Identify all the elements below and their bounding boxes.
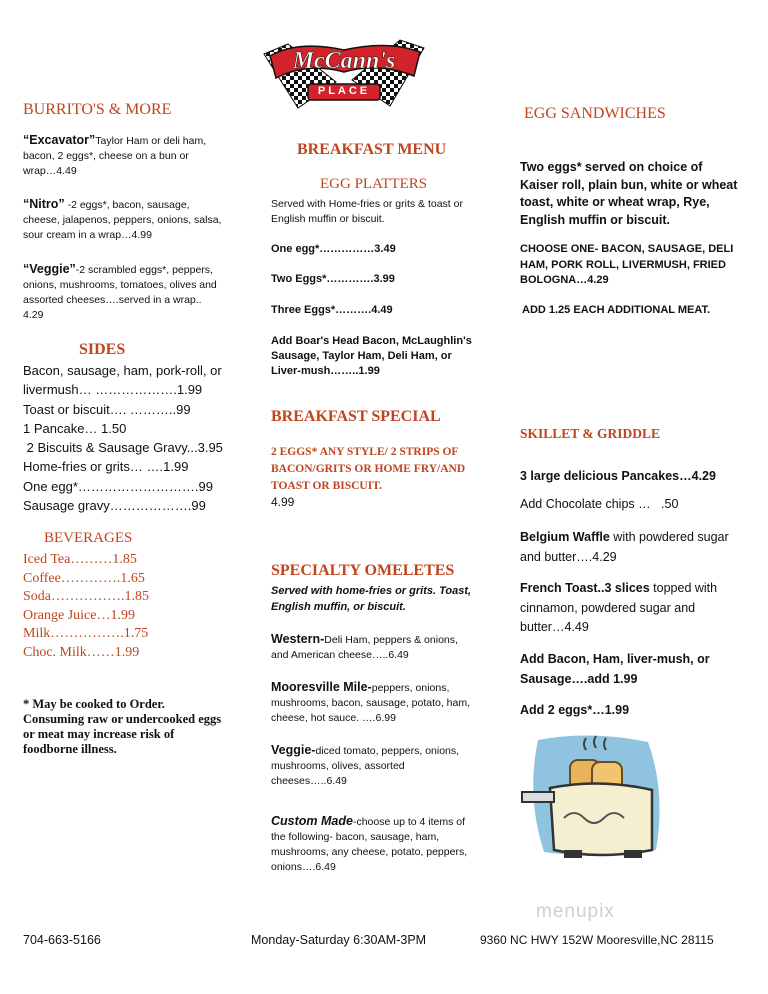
omelets-note: Served with home-fries or grits. Toast, English muffin, or biscuit. (271, 585, 472, 613)
platter-one-egg: One egg*……………3.49 (271, 243, 396, 255)
add-eggs-item: Add 2 eggs*…1.99 (520, 703, 630, 717)
logo-name: McCann's (292, 48, 396, 74)
breakfast-special-price: 4.99 (271, 495, 295, 509)
choose-one-text: CHOOSE ONE- BACON, SAUSAGE, DELI HAM, PORK ROLL, LIVERMUSH, FRIED BOLOGNA…4.29 (520, 243, 734, 286)
item-name: Veggie- (271, 743, 316, 757)
list-item: One egg*……………………….99 (23, 478, 214, 494)
logo (258, 36, 430, 118)
skillet-griddle-heading: SKILLET & GRIDDLE (520, 426, 661, 441)
item-name: Western- (271, 632, 325, 646)
footer-phone: 704-663-5166 (23, 933, 101, 947)
item-desc: -2 eggs*, bacon, sausage, cheese, jalapenos, peppers, onions, salsa, sour cream in a wrap…4.99 (23, 199, 222, 241)
item-desc: topped with cinnamon, powdered sugar and butter…4.49 (520, 581, 718, 634)
list-item: 2 Biscuits & Sausage Gravy...3.95 (23, 440, 223, 456)
logo-sub: PLACE (317, 85, 371, 97)
list-item: Bacon, sausage, ham, pork-roll, or (23, 363, 222, 378)
item-desc: diced tomato, peppers, onions, mushrooms, olives, assorted cheeses…..6.49 (271, 745, 460, 787)
waffle-item (520, 528, 740, 567)
beverages-list (23, 551, 223, 662)
egg-platters-note: Served with Home-fries or grits & toast or English muffin or biscuit. (271, 198, 463, 225)
item-desc: -2 scrambled eggs*, peppers, onions, mushrooms, tomatoes, olives and assorted cheeses….served in a wrap.. 4.29 (23, 264, 217, 321)
list-item: Milk…………….1.75 (23, 626, 149, 641)
toaster-illustration (520, 732, 670, 864)
item-name: Mooresville Mile- (271, 680, 372, 694)
page-title: BREAKFAST MENU (297, 141, 447, 158)
sides-heading: SIDES (79, 341, 126, 358)
specialty-omelets-heading: SPECIALTY OMELETES (271, 562, 455, 579)
item-desc: with powdered sugar and butter….4.29 (520, 530, 729, 564)
list-item: 1 Pancake… 1.50 (23, 420, 127, 436)
omelet-mooresville-mile (271, 680, 471, 726)
list-item: livermush… ……………….1.99 (23, 382, 203, 398)
list-item: Sausage gravy……………….99 (23, 498, 206, 514)
item-name: Belgium Waffle (520, 530, 610, 544)
platter-three-eggs: Three Eggs*……….4.49 (271, 304, 393, 316)
egg-platters-heading: EGG PLATTERS (320, 176, 428, 192)
pancakes-item: 3 large delicious Pancakes…4.29 (520, 469, 716, 483)
toaster-icon (520, 732, 670, 864)
food-safety-notice: * May be cooked to Order. Consuming raw or undercooked eggs or meat may increase risk of foodborne illness. (23, 697, 222, 756)
list-item: Home-fries or grits… ….1.99 (23, 459, 189, 475)
item-desc: peppers, onions, mushrooms, bacon, sausage, potato, ham, cheese, hot sauce. ….6.99 (271, 682, 471, 724)
burrito-veggie (23, 262, 223, 323)
list-item: Toast or biscuit…. ………..99 (23, 401, 191, 417)
list-item: Coffee………….1.65 (23, 570, 145, 586)
breakfast-special-heading: BREAKFAST SPECIAL (271, 408, 441, 425)
watermark: menupix (536, 901, 615, 922)
item-name: French Toast..3 slices (520, 581, 650, 595)
footer-hours: Monday-Saturday 6:30AM-3PM (251, 933, 427, 947)
breakfast-special-text: 2 EGGS* ANY STYLE/ 2 STRIPS OF BACON/GRITS OR HOME FRY/AND TOAST OR BISCUIT. (271, 446, 466, 492)
list-item: Choc. Milk……1.99 (23, 644, 140, 660)
item-name: “Nitro” (23, 197, 65, 211)
add-bacon-item: Add Bacon, Ham, liver-mush, or Sausage….add 1.99 (520, 652, 710, 686)
sides-list (23, 361, 233, 515)
list-item: Iced Tea………1.85 (23, 552, 137, 567)
footer-address: 9360 NC HWY 152W Mooresville,NC 28115 (480, 933, 714, 947)
item-desc: Deli Ham, peppers & onions, and American cheese…..6.49 (271, 634, 458, 661)
item-desc: -choose up to 4 items of the following- bacon, sausage, ham, mushrooms, any cheese, potato, peppers, onions….6.49 (271, 816, 468, 873)
list-item: Orange Juice…1.99 (23, 607, 135, 623)
chocolate-chips-item: Add Chocolate chips … .50 (520, 497, 679, 511)
item-name: “Veggie” (23, 262, 76, 276)
beverages-heading: BEVERAGES (44, 530, 133, 546)
item-name: “Excavator” (23, 133, 96, 147)
french-toast-item (520, 579, 735, 638)
egg-sandwiches-text: Two eggs* served on choice of Kaiser roll, plain bun, white or wheat toast, white or wheat wrap, Rye, English muffin or biscuit. (520, 160, 738, 227)
burrito-nitro (23, 197, 223, 243)
platter-two-eggs: Two Eggs*………….3.99 (271, 273, 395, 285)
omelet-veggie (271, 743, 471, 789)
omelet-western (271, 632, 471, 663)
egg-sandwiches-heading: EGG SANDWICHES (524, 105, 666, 122)
platter-addon: Add Boar's Head Bacon, McLaughlin's Sausage, Taylor Ham, Deli Ham, or Liver-mush……..1.99 (271, 335, 472, 377)
item-name: Custom Made (271, 814, 353, 828)
omelet-custom-made (271, 814, 471, 875)
burrito-excavator (23, 133, 223, 179)
add-meat-text: ADD 1.25 EACH ADDITIONAL MEAT. (522, 304, 711, 316)
burritos-heading: BURRITO'S & MORE (23, 101, 172, 118)
list-item: Soda…………….1.85 (23, 589, 149, 604)
item-desc: Taylor Ham or deli ham, bacon, 2 eggs*, cheese on a bun or wrap…4.49 (23, 135, 207, 177)
